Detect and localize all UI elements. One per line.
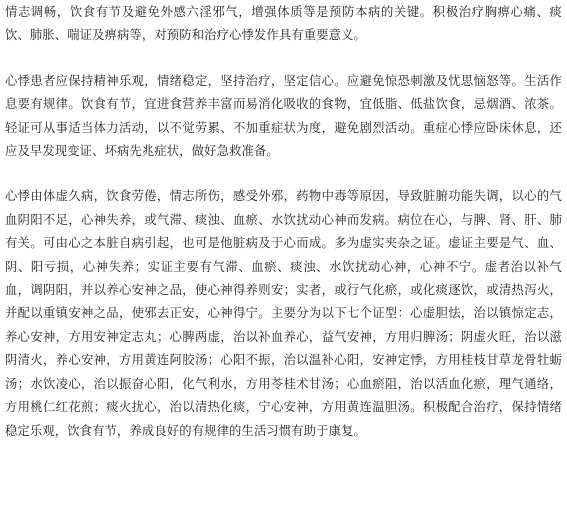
paragraph-gap bbox=[5, 48, 562, 70]
paragraph-care: 心悸患者应保持精神乐观，情绪稳定，坚持治疗，坚定信心。应避免惊恐刺激及忧思恼怒等。生活作息要有规律。饮食有节，宜进食营养丰富而易消化吸收的食物，宜低脂、低盐饮食，忌烟酒、浓茶。轻证可从事适当体力活动，以不觉劳累、不加重症状为度，避免剧烈活动。重症心悸应卧床休息，还应及早发现变证、坏病先兆症状，做好急救准备。 bbox=[5, 73, 562, 159]
document-body bbox=[5, 1, 562, 443]
paragraph-prevention: 情志调畅，饮食有节及避免外感六淫邪气，增强体质等是预防本病的关键。积极治疗胸痹心痛、痰饮、肺胀、喘证及痹病等，对预防和治疗心悸发作具有重要意义。 bbox=[5, 5, 562, 43]
paragraph-summary: 心悸由体虚久病，饮食劳倦，情志所伤，感受外邪，药物中毒等原因，导致脏腑功能失调，以心的气血阴阳不足，心神失养，或气滞、痰浊、血瘀、水饮扰动心神而发病。病位在心，与脾、肾、肝、肺有关。可由心之本脏自病引起，也可是他脏病及于心而成。多为虚实夹杂之证。虚证主要是气、血、阴、阳亏损，心神失养；实证主要有气滞、血瘀、痰浊、水饮扰动心神，心神不宁。虚者治以补气血，调阴阳，并以养心安神之品，使心神得养则安；实者，或行气化瘀，或化痰逐饮，或清热泻火，并配以重镇安神之品，使邪去正安，心神得宁。主要分为以下七个证型：心虚胆怯，治以镇惊定志，养心安神，方用安神定志丸；心脾两虚，治以补血养心，益气安神，方用归脾汤；阴虚火旺，治以滋阴清火，养心安神，方用黄连阿胶汤；心阳不振，治以温补心阳，安神定悸，方用桂枝甘草龙骨牡蛎汤；水饮凌心，治以振奋心阳，化气利水，方用苓桂术甘汤；心血瘀阻，治以活血化瘀，理气通络，方用桃仁红花煎；痰火扰心，治以清热化痰，宁心安神，方用黄连温胆汤。积极配合治疗，保持情绪稳定乐观，饮食有节，养成良好的有规律的生活习惯有助于康复。 bbox=[5, 189, 562, 438]
paragraph-gap bbox=[5, 163, 562, 185]
